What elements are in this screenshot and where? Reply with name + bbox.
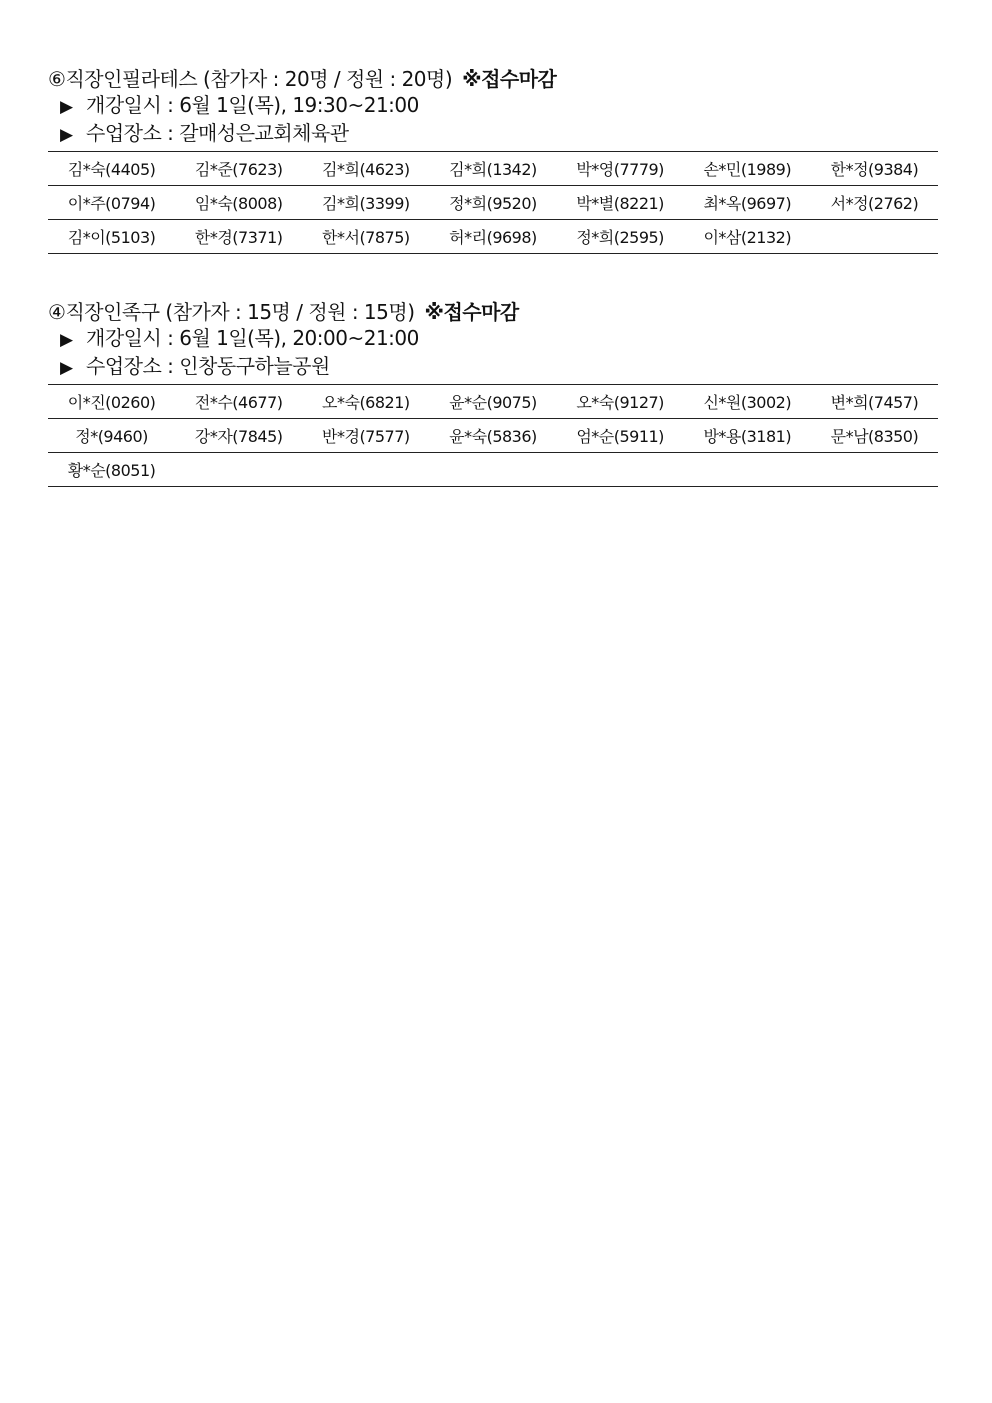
participant-cell [811,220,938,254]
section-number: ④ [48,300,66,324]
participant-cell: 변*희(7457) [811,385,938,419]
participant-cell: 박*영(7779) [557,152,684,186]
participant-cell: 김*숙(4405) [48,152,175,186]
table-row [48,186,938,220]
place-line [48,120,938,148]
participant-cell: 전*수(4677) [175,385,302,419]
participant-cell: 한*서(7875) [302,220,429,254]
participant-cell: 김*희(3399) [302,186,429,220]
participant-cell: 정*희(2595) [557,220,684,254]
participant-table [48,384,938,487]
participant-cell: 김*이(5103) [48,220,175,254]
closed-status: ※접수마감 [462,67,557,91]
triangle-bullet-icon: ▶ [60,125,73,145]
section-pilates [48,66,938,254]
schedule-line [48,325,938,353]
participant-cell: 방*용(3181) [684,419,811,453]
section-title-text: 직장인필라테스 (참가자 : 20명 / 정원 : 20명) [65,67,453,91]
schedule-line [48,92,938,120]
schedule-value: 6월 1일(목), 19:30~21:00 [179,93,419,117]
place-line [48,353,938,381]
participant-cell: 반*경(7577) [302,419,429,453]
participant-cell: 임*숙(8008) [175,186,302,220]
participant-cell [684,453,811,487]
participant-cell: 이*삼(2132) [684,220,811,254]
participant-cell: 엄*순(5911) [557,419,684,453]
place-label: 수업장소 : [86,354,180,378]
place-value: 인창동구하늘공원 [179,354,330,378]
place-value: 갈매성은교회체육관 [179,121,349,145]
participant-cell [429,453,556,487]
participant-cell: 정*(9460) [48,419,175,453]
participant-cell: 이*주(0794) [48,186,175,220]
schedule-label: 개강일시 : [86,93,180,117]
participant-cell: 이*진(0260) [48,385,175,419]
section-number: ⑥ [48,67,66,91]
table-row [48,453,938,487]
participant-cell [302,453,429,487]
participant-cell: 황*순(8051) [48,453,175,487]
table-row [48,385,938,419]
participant-cell: 서*정(2762) [811,186,938,220]
participant-table [48,151,938,254]
schedule-value: 6월 1일(목), 20:00~21:00 [179,326,419,350]
participant-cell: 오*숙(9127) [557,385,684,419]
participant-cell: 허*리(9698) [429,220,556,254]
participant-cell [175,453,302,487]
participant-cell: 신*원(3002) [684,385,811,419]
participant-cell: 김*준(7623) [175,152,302,186]
participant-cell [811,453,938,487]
triangle-bullet-icon: ▶ [60,97,73,117]
participant-cell: 한*정(9384) [811,152,938,186]
participant-cell: 문*남(8350) [811,419,938,453]
closed-status: ※접수마감 [424,300,519,324]
section-footvolley [48,299,938,487]
participant-cell: 윤*순(9075) [429,385,556,419]
participant-cell: 최*옥(9697) [684,186,811,220]
triangle-bullet-icon: ▶ [60,358,73,378]
participant-cell: 정*희(9520) [429,186,556,220]
place-label: 수업장소 : [86,121,180,145]
section-title [48,66,938,92]
participant-cell: 한*경(7371) [175,220,302,254]
participant-cell: 오*숙(6821) [302,385,429,419]
section-title-text: 직장인족구 (참가자 : 15명 / 정원 : 15명) [65,300,415,324]
participant-cell [557,453,684,487]
section-title [48,299,938,325]
participant-cell: 김*희(4623) [302,152,429,186]
table-row [48,419,938,453]
schedule-label: 개강일시 : [86,326,180,350]
participant-cell: 박*별(8221) [557,186,684,220]
participant-cell: 손*민(1989) [684,152,811,186]
participant-cell: 윤*숙(5836) [429,419,556,453]
table-row [48,152,938,186]
triangle-bullet-icon: ▶ [60,330,73,350]
participant-cell: 김*희(1342) [429,152,556,186]
participant-cell: 강*자(7845) [175,419,302,453]
table-row [48,220,938,254]
